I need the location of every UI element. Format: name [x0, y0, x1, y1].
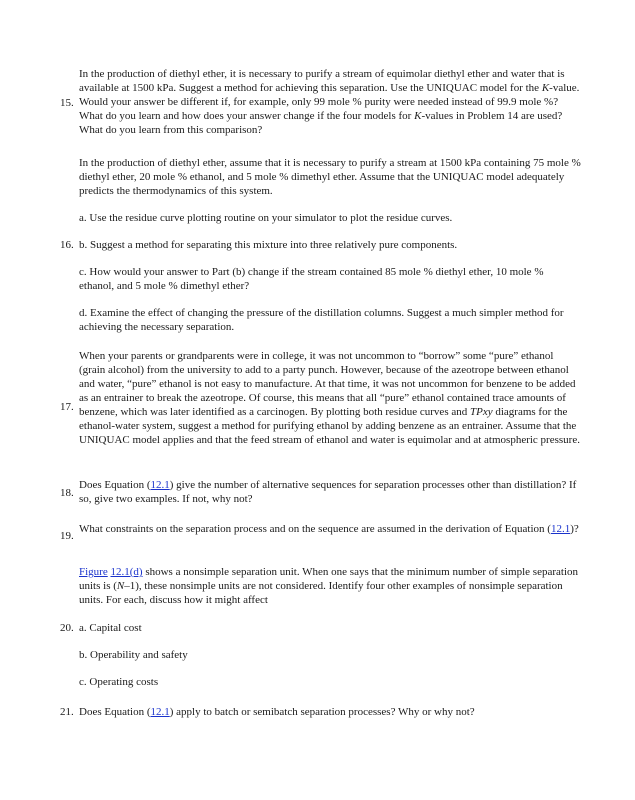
figure-link[interactable]: Figure — [79, 566, 108, 578]
problem-number: 15. — [60, 97, 74, 109]
problem-20-part-a: a. Capital cost — [79, 622, 142, 634]
problem-19-text: What constraints on the separation process and on the sequence are assumed in the derivation of Equation (12.1)? — [79, 523, 579, 535]
problem-16-intro: In the production of diethyl ether, assume that it is necessary to purify a stream at 1500 kPa containing 75 mole % diethyl ether, 20 mole % ethanol, and 5 mole % dimethyl ether. Assume that the UNIQUAC model adequately predicts the thermodynamics of this system. — [79, 157, 581, 197]
problem-21-text: Does Equation (12.1) apply to batch or semibatch separation processes? Why or why not? — [79, 706, 475, 718]
problem-number: 20. — [60, 622, 74, 634]
problem-20-part-b: b. Operability and safety — [79, 649, 188, 661]
equation-12-1-link[interactable]: 12.1 — [150, 706, 170, 718]
problem-16-part-b: b. Suggest a method for separating this mixture into three relatively pure components. — [79, 239, 458, 251]
problem-number: 19. — [60, 530, 74, 542]
problem-20-part-c: c. Operating costs — [79, 676, 159, 688]
problem-20-intro: Figure 12.1(d) shows a nonsimple separation unit. When one says that the minimum number of simple separation units is (N–1), these nonsimple units are not considered. Identify four other examples of nonsimple separation units. For each, discuss how it might affect — [79, 566, 579, 606]
equation-12-1-link[interactable]: 12.1 — [550, 523, 571, 535]
problem-18-text: Does Equation (12.1) give the number of alternative sequences for separation processes other than distillation? If so, give two examples. If not, why not? — [79, 479, 577, 505]
problem-17-text: When your parents or grandparents were in college, it was not uncommon to “borrow” some “pure” ethanol (grain alcohol) from the university to add to a party punch. However, because of the azeotrope between ethanol and water, “pure” ethanol is not easy to manufacture. At that time, it was not uncommon for benzene to be added as an entrainer to break the azeotrope. Of course, this means that all “pure” ethanol contained trace amounts of benzene, which was later identified as a carcinogen. By plotting both residue curves and TPxy diagrams for the ethanol-water system, suggest a method for purifying ethanol by adding benzene as an entrainer. Assume that the UNIQUAC model applies and that the feed stream of ethanol and water is equimolar and at atmospheric pressure. — [79, 350, 580, 446]
problem-number: 16. — [60, 239, 74, 251]
problem-15-text: In the production of diethyl ether, it is necessary to purify a stream of equimolar diethyl ether and water that is available at 1500 kPa. Suggest a method for achieving this separation. Use the UNIQUAC model for the K-value. Would your answer be different if, for example, only 99 mole % purity were needed instead of 99.9 mole %? What do you learn and how does your answer change if the four models for K-values in Problem 14 are used? What do you learn from this comparison? — [79, 68, 580, 136]
problem-16-part-d: d. Examine the effect of changing the pressure of the distillation columns. Suggest a much simpler method for achieving the necessary separation. — [79, 307, 564, 333]
equation-12-1-link[interactable]: 12.1 — [150, 479, 170, 491]
problem-16-part-c: c. How would your answer to Part (b) change if the stream contained 85 mole % diethyl ether, 10 mole % ethanol, and 5 mole % dimethyl ether? — [79, 266, 544, 292]
problem-number: 18. — [60, 487, 74, 499]
problem-number: 17. — [60, 401, 74, 413]
problem-number: 21. — [60, 706, 74, 718]
problem-16-part-a: a. Use the residue curve plotting routine on your simulator to plot the residue curves. — [79, 212, 453, 224]
figure-12-1d-link[interactable]: 12.1(d) — [110, 566, 143, 578]
